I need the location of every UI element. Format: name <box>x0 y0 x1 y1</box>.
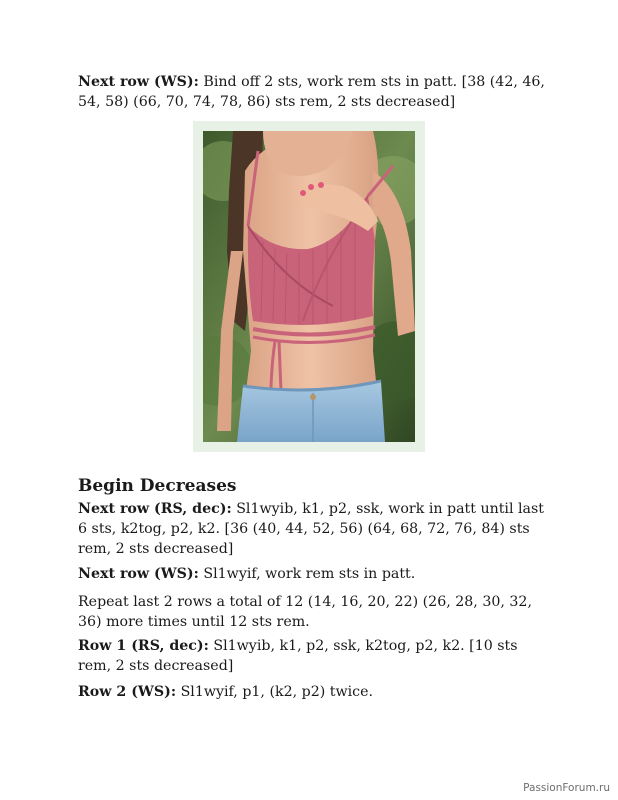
row-text: Sl1wyib, k1, p2, ssk, work in patt until last 6 sts, k2tog, p2, k2. [36 (40, 44, 52, 56) (64, 68, 72, 76, 84) sts rem, 2 sts decreased] <box>78 501 544 557</box>
row-label: Row 2 (WS): <box>78 684 177 700</box>
row-label: Next row (WS): <box>78 74 199 90</box>
instruction-row-1-rs-dec <box>78 636 548 676</box>
row-text: Sl1wyif, p1, (k2, p2) twice. <box>176 684 374 700</box>
watermark: PassionForum.ru <box>523 782 610 794</box>
model-wearing-pink-wrap-top-photo <box>203 131 415 442</box>
row-label: Next row (RS, dec): <box>78 501 232 517</box>
row-label: Row 1 (RS, dec): <box>78 638 209 654</box>
row-label: Next row (WS): <box>78 566 199 582</box>
instruction-repeat <box>78 592 548 632</box>
row-text: Sl1wyif, work rem sts in patt. <box>198 566 416 582</box>
instruction-row-2-ws <box>78 682 548 702</box>
instruction-next-row-rs-dec <box>78 499 548 559</box>
row-text: Sl1wyib, k1, p2, ssk, k2tog, p2, k2. [10 sts rem, 2 sts decreased] <box>78 638 518 674</box>
photo-frame <box>193 121 425 452</box>
row-text: Repeat last 2 rows a total of 12 (14, 16, 20, 22) (26, 28, 30, 32, 36) more times until 12 sts rem. <box>78 594 532 630</box>
instruction-next-row-ws-bind-off <box>78 72 548 112</box>
row-text: Bind off 2 sts, work rem sts in patt. [38 (42, 46, 54, 58) (66, 70, 74, 78, 86) sts rem, 2 sts decreased] <box>78 74 545 110</box>
section-heading-begin-decreases: Begin Decreases <box>78 476 237 496</box>
instruction-next-row-ws <box>78 564 548 584</box>
